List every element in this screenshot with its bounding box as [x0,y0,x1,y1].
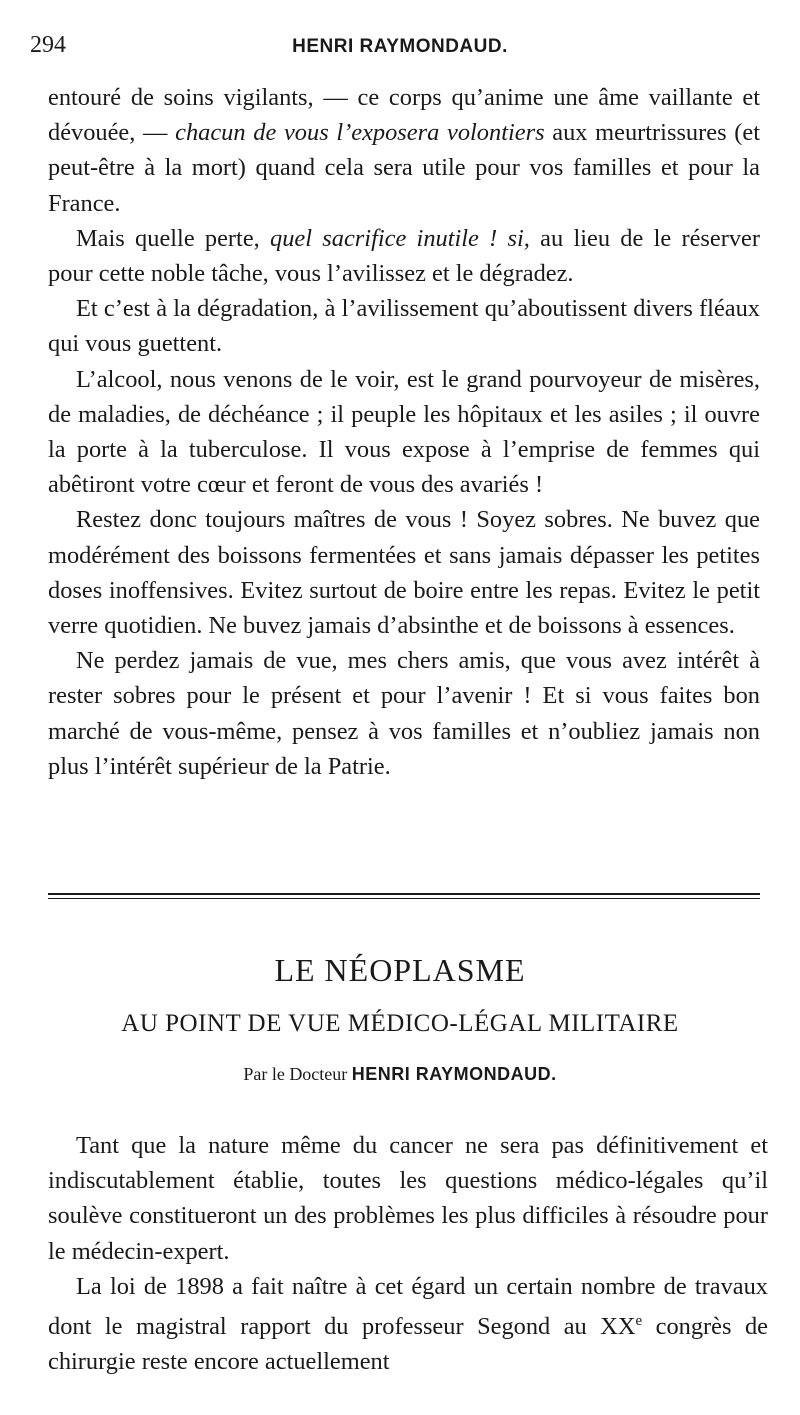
paragraph: Restez donc toujours maîtres de vous ! Soyez sobres. Ne buvez que modérément des boissons fermentées et sans jamais dépasser les petites doses inoffensives. Evitez surtout de boire entre les repas. Evitez le petit verre quotidien. Ne buvez jamais d’absinthe et de boissons à essences. [48,506,760,640]
text-run: aux meurtrissures (et peut-être à la mort) quand cela sera utile pour vos familles et pour la France. [48,119,760,217]
article-title: LE NÉOPLASME [274,952,526,988]
italic-run: chacun de vous l’exposera volontiers [175,119,545,147]
paragraph [48,1269,768,1380]
page-number: 294 [30,32,66,58]
paragraph: Tant que la nature même du cancer ne sera pas définitivement et indiscutablement établie, toutes les questions médico-légales qu’il soulève constitueront un des problèmes les plus difficiles à résoudre pour le médecin-expert. [48,1132,768,1265]
article-byline [0,1064,800,1085]
page-header [30,32,770,62]
article-body [48,1128,768,1380]
paragraph [48,221,760,291]
paragraph [48,80,760,221]
previous-article-text [48,80,760,784]
article-subtitle: AU POINT DE VUE MÉDICO-LÉGAL MILITAIRE [121,1010,679,1037]
superscript: e [635,1313,643,1330]
byline-author: HENRI RAYMONDAUD. [351,1064,557,1084]
paragraph: Et c’est à la dégradation, à l’avilissement qu’aboutissent divers fléaux qui vous guettent. [48,295,760,358]
byline-prefix: Par le Docteur [243,1064,352,1084]
text-run: au lieu de le réserver pour cette noble tâche, vous l’avilissez et le dégradez. [48,224,760,288]
paragraph: Ne perdez jamais de vue, mes chers amis, que vous avez intérêt à rester sobres pour le présent et pour l’avenir ! Et si vous faites bon marché de vous-même, pensez à vos familles et n’oubliez jamais non plus l’intérêt supérieur de la Patrie. [48,647,760,780]
text-run: La loi de 1898 a fait naître à cet égard un certain nombre de travaux dont le magistral rapport du professeur Segond au XX [48,1272,768,1341]
divider-line [48,898,760,899]
text-run: congrès de chirurgie reste encore actuellement [48,1313,768,1376]
divider-line [48,893,760,895]
running-head: HENRI RAYMONDAUD. [292,36,508,57]
paragraph: L’alcool, nous venons de le voir, est le grand pourvoyeur de misères, de maladies, de déchéance ; il peuple les hôpitaux et les asiles ; il ouvre la porte à la tuberculose. Il vous expose à l’emprise de femmes qui abêtiront votre cœur et feront de vous des avariés ! [48,365,760,499]
text-run: Mais quelle perte, [76,224,271,252]
italic-run: quel sacrifice inutile ! si, [270,224,530,252]
section-divider [48,893,760,902]
text-run: entouré de soins vigilants, — ce corps qu’anime une âme vaillante et dévouée, — [48,84,760,147]
